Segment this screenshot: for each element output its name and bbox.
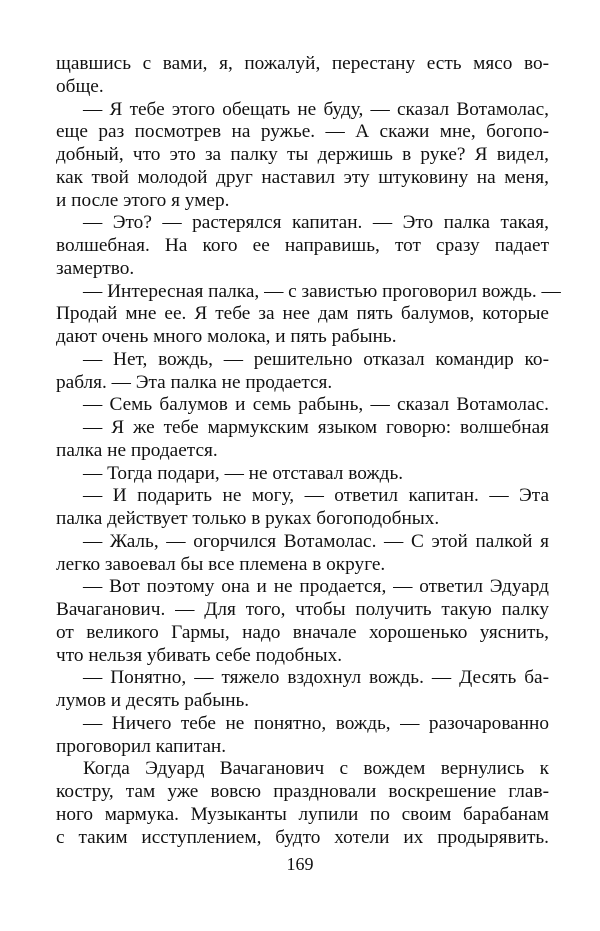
text-line: как твой молодой друг наставил эту штуковину на меня, <box>56 166 549 188</box>
text-line: что нельзя убивать себе подобных. <box>56 644 343 666</box>
page-number: 169 <box>286 854 314 874</box>
text-line: от великого Гармы, надо вначале хорошенько уяснить, <box>56 621 549 643</box>
text-line: волшебная. На кого ее направишь, тот сразу падает <box>56 235 549 256</box>
page-text <box>56 53 561 849</box>
text-line: легко завоевал бы все племена в округе. <box>56 553 386 575</box>
text-line: замертво. <box>56 257 135 279</box>
text-line: — Я тебе этого обещать не буду, — сказал Вотамолас, <box>83 98 549 120</box>
text-line: — И подарить не могу, — ответил капитан. — Эта <box>83 485 549 507</box>
text-line: добный, что это за палку ты держишь в руке? Я видел, <box>56 144 549 165</box>
text-line: Когда Эдуард Вачаганович с вождем вернулись к <box>83 758 549 780</box>
text-line: палка действует только в руках богоподобных. <box>56 508 440 529</box>
text-line: и после этого я умер. <box>56 189 230 211</box>
text-line: — Ничего тебе не понятно, вождь, — разочарованно <box>83 712 549 734</box>
text-line: обще. <box>56 75 104 97</box>
text-line: Вачаганович. — Для того, чтобы получить такую палку <box>56 599 549 620</box>
text-line: — Я же тебе мармукским языком говорю: волшебная <box>83 417 549 438</box>
text-line: лумов и десять рабынь. <box>56 690 250 711</box>
text-line: — Жаль, — огорчился Вотамолас. — С этой палкой я <box>83 530 549 552</box>
text-line: — Семь балумов и семь рабынь, — сказал Вотамолас. <box>83 394 549 416</box>
text-line: — Понятно, — тяжело вздохнул вождь. — Десять ба- <box>83 667 549 689</box>
text-line: проговорил капитан. <box>56 735 227 757</box>
text-line: рабля. — Эта палка не продается. <box>56 371 333 393</box>
text-line: — Это? — растерялся капитан. — Это палка такая, <box>83 212 549 234</box>
text-line: костру, там уже вовсю праздновали воскрешение глав- <box>56 781 549 802</box>
text-line: — Тогда подари, — не отставал вождь. <box>83 462 404 484</box>
text-line: — Нет, вождь, — решительно отказал командир ко- <box>83 348 549 370</box>
text-line: Продай мне ее. Я тебе за нее дам пять балумов, которые <box>56 303 549 325</box>
text-line: дают очень много молока, и пять рабынь. <box>56 326 397 347</box>
text-line: — Интересная палка, — с завистью проговорил вождь. — <box>83 280 561 302</box>
text-line: щавшись с вами, я, пожалуй, перестану есть мясо во- <box>56 53 549 74</box>
text-line: еще раз посмотрев на ружье. — А скажи мне, богопо- <box>56 121 549 143</box>
text-line: палка не продается. <box>56 439 218 461</box>
text-line: с таким исступлением, будто хотели их продырявить. <box>56 826 549 848</box>
text-line: — Вот поэтому она и не продается, — ответил Эдуард <box>83 576 549 598</box>
text-line: ного мармука. Музыканты лупили по своим барабанам <box>56 803 549 825</box>
